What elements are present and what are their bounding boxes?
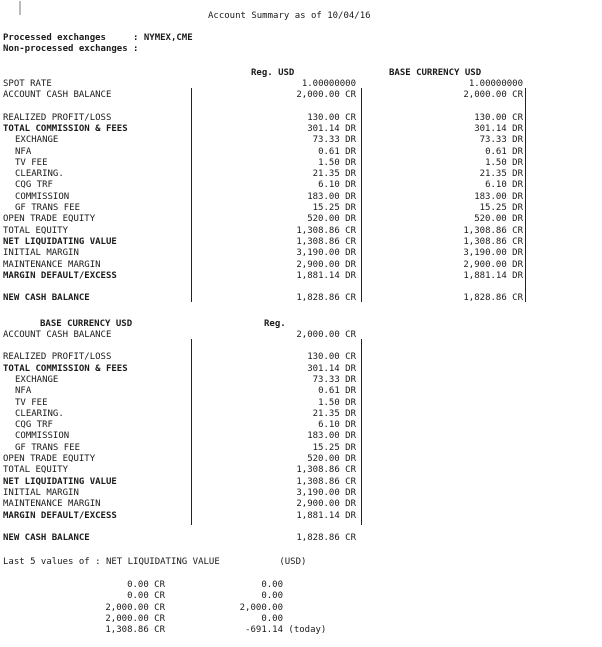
row-value-reg: 15.25 DR [312, 203, 356, 213]
row-label: MAINTENANCE MARGIN [3, 259, 101, 270]
row-value-reg: 1.50 DR [318, 397, 356, 408]
base-currency-section-title: BASE CURRENCY USD [40, 319, 133, 329]
row-label: ACCOUNT CASH BALANCE [3, 90, 112, 101]
row-value-reg: 1,881.14 DR [296, 270, 356, 281]
row-value-reg: 183.00 DR [307, 431, 356, 442]
row-value-reg: 301.14 DR [307, 363, 356, 374]
column-divider [191, 88, 192, 302]
row-value-reg: 1,308.86 CR [296, 476, 356, 487]
last-value: 0.00 CR [127, 591, 165, 602]
row-value-reg: 3,190.00 DR [296, 487, 356, 498]
row-value-reg: 0.61 DR [318, 146, 356, 157]
row-value-base: 301.14 DR [474, 123, 523, 134]
row-value-reg: 1,828.86 CR [296, 293, 356, 304]
last-value-change [200, 614, 283, 625]
row-value-base: 73.33 DR [479, 135, 523, 146]
row-label: CLEARING. [15, 169, 64, 180]
change-amount: 0.00 [261, 580, 283, 590]
column-divider [525, 88, 526, 302]
row-label: TOTAL EQUITY [3, 465, 69, 476]
row-label: COMMISSION [15, 191, 70, 202]
text-cursor [19, 1, 21, 15]
last-value-change [200, 603, 283, 614]
row-label: EXCHANGE [15, 135, 59, 146]
non-processed-exchanges: Non-processed exchanges : [3, 44, 139, 54]
last-values-label: Last 5 values of : NET LIQUIDATING VALUE (USD) [3, 557, 307, 567]
row-label: COMMISSION [15, 431, 70, 442]
last-value: 2,000.00 CR [105, 602, 165, 613]
row-value-reg: 73.33 DR [312, 135, 356, 146]
report-title: Account Summary as of 10/04/16 [208, 11, 371, 21]
column-divider [361, 339, 362, 525]
row-value-reg: 2,000.00 CR [296, 90, 356, 101]
row-label: NEW CASH BALANCE [3, 293, 90, 304]
processed-exchanges: Processed exchanges : NYMEX,CME [3, 33, 193, 43]
column-divider [191, 339, 192, 525]
row-value-reg: 1,881.14 DR [296, 510, 356, 521]
row-value-reg: 2,900.00 DR [296, 499, 356, 510]
row-label: NFA [15, 386, 32, 397]
row-label: NET LIQUIDATING VALUE [3, 236, 117, 247]
row-value-reg: 1,828.86 CR [296, 532, 356, 543]
row-value-reg: 183.00 DR [307, 191, 356, 202]
row-label: NET LIQUIDATING VALUE [3, 476, 117, 487]
column-divider [361, 88, 362, 302]
row-label: CQG TRF [15, 180, 53, 191]
row-value-base: 21.35 DR [479, 169, 523, 180]
change-note: (today) [283, 625, 327, 636]
row-value-reg: 2,000.00 CR [296, 330, 356, 340]
row-value-base: 1,881.14 DR [463, 270, 523, 281]
col-header-reg-usd: Reg. USD [251, 68, 295, 78]
row-value-base: 1,308.86 CR [463, 236, 523, 247]
row-label: MAINTENANCE MARGIN [3, 499, 101, 510]
row-value-reg: 520.00 DR [307, 454, 356, 464]
row-value-base: 2,000.00 CR [463, 90, 523, 101]
row-value-base: 0.61 DR [485, 146, 523, 157]
change-amount: 0.00 [261, 591, 283, 602]
row-value-reg: 130.00 CR [307, 352, 356, 363]
row-label: TV FEE [15, 157, 48, 168]
row-value-base: 1,308.86 CR [463, 225, 523, 236]
row-value-reg: 0.61 DR [318, 386, 356, 397]
row-label: TV FEE [15, 397, 48, 408]
row-value-base: 183.00 DR [474, 191, 523, 202]
row-value-reg: 6.10 DR [318, 180, 356, 191]
last-value: 0.00 CR [127, 580, 165, 590]
row-label: OPEN TRADE EQUITY [3, 214, 96, 225]
row-label: OPEN TRADE EQUITY [3, 454, 96, 464]
row-label: CLEARING. [15, 408, 64, 419]
last-value-change [200, 625, 326, 636]
row-value-base: 1.50 DR [485, 157, 523, 168]
col-header-base-currency: BASE CURRENCY USD [389, 68, 482, 78]
row-label: INITIAL MARGIN [3, 487, 79, 498]
row-label: REALIZED PROFIT/LOSS [3, 112, 112, 123]
row-value-reg: 6.10 DR [318, 420, 356, 431]
row-value-base: 130.00 CR [474, 112, 523, 123]
row-label: GF TRANS FEE [15, 203, 81, 213]
last-value: 2,000.00 CR [105, 613, 165, 624]
row-value-reg: 1.00000000 [301, 79, 356, 89]
row-value-reg: 1,308.86 CR [296, 236, 356, 247]
row-value-reg: 1,308.86 CR [296, 465, 356, 476]
row-value-reg: 15.25 DR [312, 442, 356, 453]
row-value-reg: 130.00 CR [307, 112, 356, 123]
row-value-reg: 73.33 DR [312, 374, 356, 385]
col-header-reg: Reg. [264, 319, 286, 329]
row-value-reg: 301.14 DR [307, 123, 356, 134]
row-value-reg: 21.35 DR [312, 169, 356, 180]
row-value-base: 1,828.86 CR [463, 293, 523, 304]
row-value-base: 2,900.00 DR [463, 259, 523, 270]
row-label: MARGIN DEFAULT/EXCESS [3, 270, 117, 281]
change-amount: 0.00 [261, 613, 283, 624]
row-value-base: 15.25 DR [479, 203, 523, 213]
row-label: GF TRANS FEE [15, 442, 81, 453]
row-label: EXCHANGE [15, 374, 59, 385]
row-label: INITIAL MARGIN [3, 248, 79, 259]
row-label: TOTAL COMMISSION & FEES [3, 123, 128, 134]
last-value-change [200, 591, 283, 602]
row-value-base: 520.00 DR [474, 214, 523, 225]
change-amount: -691.14 [245, 625, 283, 636]
row-value-base: 1.00000000 [468, 79, 523, 89]
row-label: TOTAL EQUITY [3, 225, 69, 236]
row-value-reg: 1,308.86 CR [296, 225, 356, 236]
row-label: TOTAL COMMISSION & FEES [3, 363, 128, 374]
row-value-reg: 1.50 DR [318, 157, 356, 168]
row-value-reg: 2,900.00 DR [296, 259, 356, 270]
row-label: MARGIN DEFAULT/EXCESS [3, 510, 117, 521]
row-label: SPOT RATE [3, 79, 52, 89]
row-label: REALIZED PROFIT/LOSS [3, 352, 112, 363]
last-value-change [200, 580, 283, 591]
row-value-reg: 3,190.00 DR [296, 248, 356, 259]
row-value-base: 3,190.00 DR [463, 248, 523, 259]
row-value-base: 6.10 DR [485, 180, 523, 191]
row-label: ACCOUNT CASH BALANCE [3, 330, 112, 340]
row-label: CQG TRF [15, 420, 53, 431]
change-amount: 2,000.00 [239, 602, 283, 613]
last-value: 1,308.86 CR [105, 625, 165, 636]
row-value-reg: 520.00 DR [307, 214, 356, 225]
row-label: NFA [15, 146, 32, 157]
row-label: NEW CASH BALANCE [3, 532, 90, 543]
row-value-reg: 21.35 DR [312, 408, 356, 419]
